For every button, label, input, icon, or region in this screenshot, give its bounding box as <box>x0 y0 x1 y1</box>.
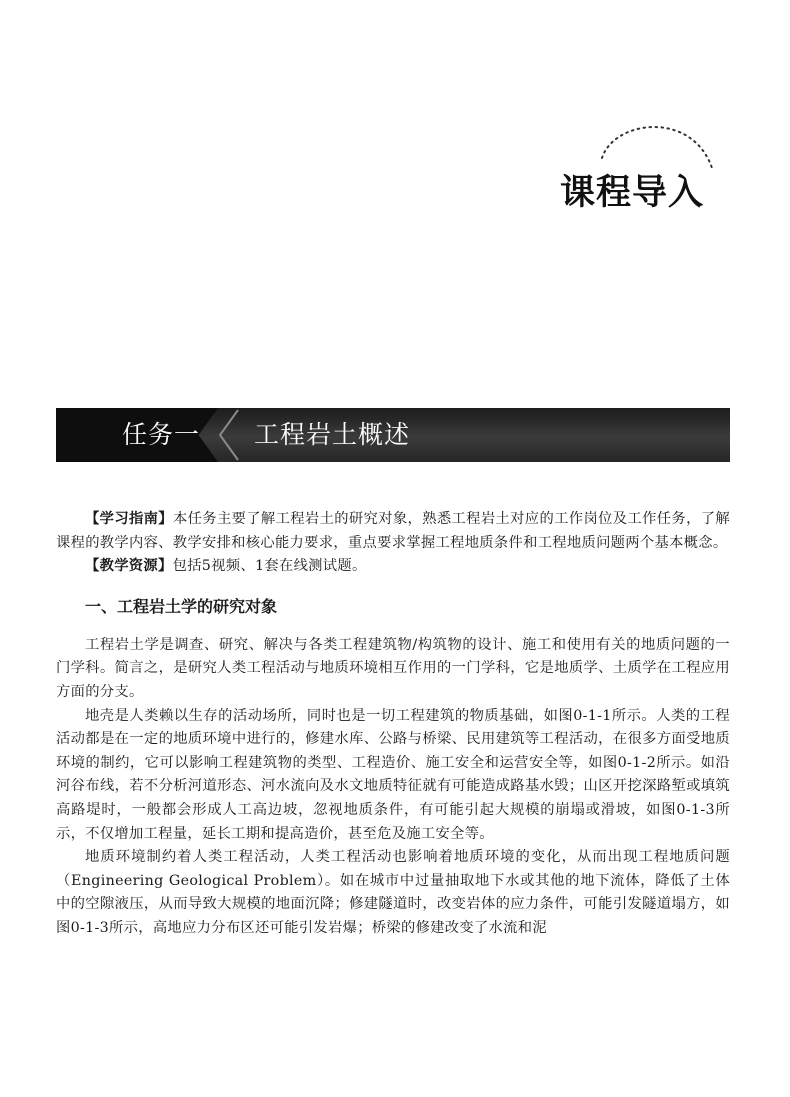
body-paragraph-3: 地质环境制约着人类工程活动，人类工程活动也影响着地质环境的变化，从而出现工程地质问题（Engineering Geological Problem）。如在城市中过量抽取地下水或其他的地下流体，降低了土体中的空隙液压，从而导致大规模的地面沉降；修建隧道时，改变岩体的应力条件，可能引发隧道塌方，如图0-1-3所示，高地应力分布区还可能引发岩爆；桥梁的修建改变了水流和泥 <box>56 849 730 936</box>
banner-task-title: 工程岩土概述 <box>254 420 411 449</box>
intro-title: 课程导入 <box>560 173 705 213</box>
study-guide-paragraph <box>56 508 730 555</box>
section-heading: 一、工程岩土学的研究对象 <box>85 596 278 616</box>
main-content <box>56 508 730 941</box>
banner-chevron-separator <box>216 408 250 462</box>
study-guide-tag: 【学习指南】 <box>85 511 173 527</box>
study-guide-text: 本任务主要了解工程岩土的研究对象，熟悉工程岩土对应的工作岗位及工作任务，了解课程的教学内容、教学安排和核心能力要求，重点要求掌握工程地质条件和工程地质问题两个基本概念。 <box>56 511 730 551</box>
teaching-resources-paragraph <box>56 555 730 579</box>
task-banner <box>56 408 730 462</box>
body-paragraph-2: 地壳是人类赖以生存的活动场所，同时也是一切工程建筑的物质基础，如图0-1-1所示。人类的工程活动都是在一定的地质环境中进行的，修建水库、公路与桥梁、民用建筑等工程活动，在很多方面受地质环境的制约，它可以影响工程建筑物的类型、工程造价、施工安全和运营安全等，如图0-1-2所示。如沿河谷布线，若不分析河道形态、河水流向及水文地质特征就有可能造成路基水毁；山区开挖深路堑或填筑高路堤时，一般都会形成人工高边坡，忽视地质条件，有可能引起大规模的崩塌或滑坡，如图0-1-3所示，不仅增加工程量，延长工期和提高造价，甚至危及施工安全等。 <box>56 707 730 842</box>
teaching-resources-tag: 【教学资源】 <box>85 558 173 575</box>
banner-task-label: 任务一 <box>122 420 201 449</box>
teaching-resources-text: 包括5视频、1套在线测试题。 <box>172 558 367 575</box>
dotted-arc-decoration <box>596 118 720 178</box>
body-paragraph-1: 工程岩土学是调查、研究、解决与各类工程建筑物/构筑物的设计、施工和使用有关的地质问题的一门学科。简言之，是研究人类工程活动与地质环境相互作用的一门学科，它是地质学、土质学在工程应用方面的分支。 <box>56 636 730 700</box>
